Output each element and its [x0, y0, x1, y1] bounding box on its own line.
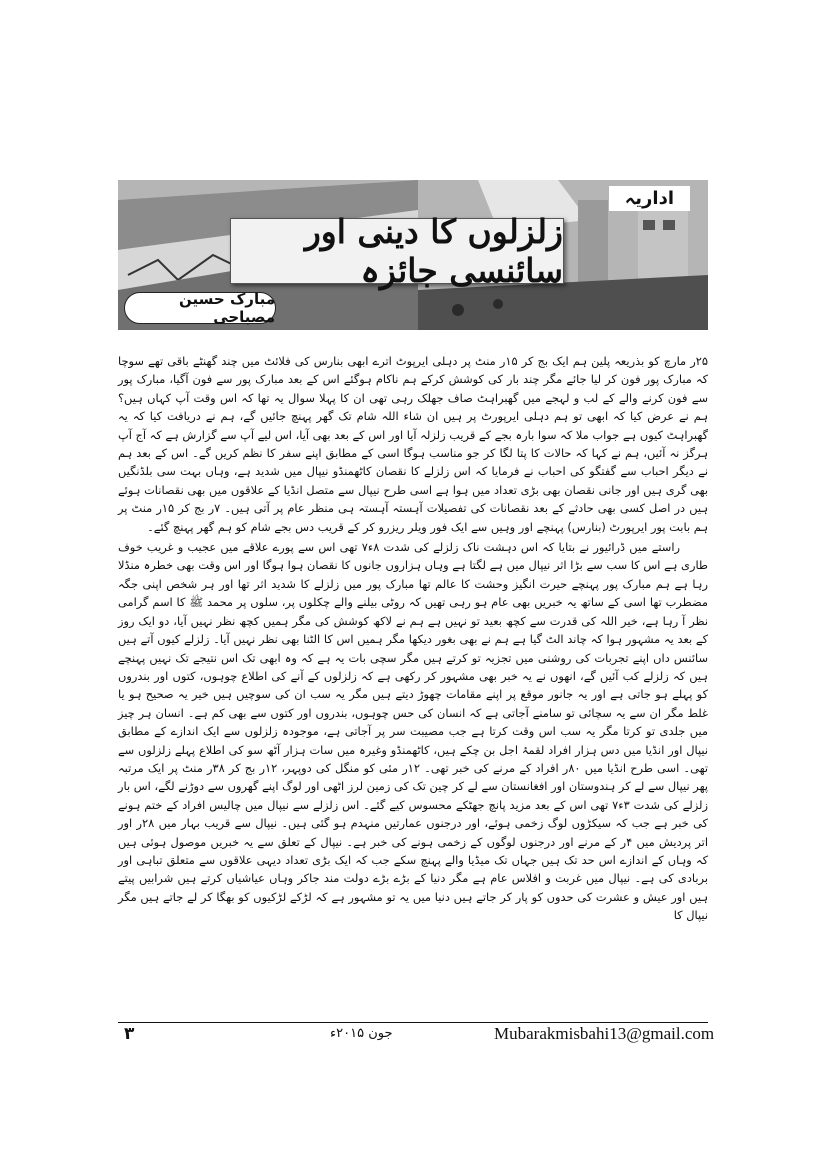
- footer-email: Mubarakmisbahi13@gmail.com: [494, 1024, 715, 1043]
- article-title-box: [230, 212, 564, 290]
- section-label: اداریہ: [609, 186, 690, 211]
- editorial-banner: [118, 180, 708, 330]
- footer-date: جون ۲۰۱۵ء: [330, 1026, 393, 1041]
- paragraph-1: ۲۵ر مارچ کو بذریعہ پلین ہم ایک بج کر ۱۵ر منٹ پر دہلی ایرپوٹ اترے ابھی بنارس کی فلائٹ میں چند گھنٹے باقی تھے سوچا کہ مبارک پور فون کر لیا جائے مگر چند بار کی کوشش کرکے ہم ناکام ہوگئے اس کے بعد مبارک پور سے فون آگیا، مبارک پور سے فون کرنے والے کے لب و لہجے میں گھبراہٹ صاف جھلک رہی تھی ان کا پہلا سوال یہ تھا کہ اس وقت آپ کہاں ہیں؟ ہم نے عرض کیا کہ ابھی تو ہم دہلی ایرپورٹ پر ہیں ان شاء اللہ شام تک گھر پہنچ جائیں گے، ہم نے دریافت کیا کہ یہ گھبراہٹ کیوں ہے جواب ملا کہ سوا بارہ بجے کے قریب زلزلہ آیا اور اس کے بعد بھی آیا، اس لیے آپ سے گزارش ہے کہ آج آپ ہرگز نہ آئیں، ہم نے کہا کہ حالات کا پتا لگا کر جو مناسب ہوگا اسی کے مطابق اپنے سفر کا نظم کریں گے۔ اس کے بعد ہم نے دیگر احباب سے گفتگو کی احباب نے فرمایا کہ اس زلزلے کا نقصان کاٹھمنڈو نیپال میں شدید ہے، وہاں بہت سی بلڈنگیں بھی گری ہیں اور جانی نقصان بھی بڑی تعداد میں ہوا ہے اسی طرح نیپال سے متصل انڈیا کے علاقوں میں بھی نقصانات ہوئے ہیں در اصل کسی بھی حادثے کے بعد نقصانات کی تفصیلات آہستہ آہستہ ہی منظر عام پر آتی ہیں۔ ۷ر بج کر ۱۵ر منٹ پر ہم بابت پور ایرپورٹ (بنارس) پہنچے اور وہیں سے ایک فور ویلر ریزرو کر کے قریب دس بجے شام کو ہم گھر پہنچ گئے۔: [118, 354, 709, 534]
- paragraph-2: راستے میں ڈرائیور نے بتایا کہ اس دہشت ناک زلزلے کی شدت ۸ء۷ تھی اس سے پورے علاقے میں عجیب و غریب خوف طاری ہے اس کا سب سے بڑا اثر نیپال میں ہے لگتا ہے وہاں ہزاروں جانوں کا نقصان ہوا ہوگا اور اس وقت بھی خطرہ منڈلا رہا ہے ہم مبارک پور پہنچے حیرت انگیز وحشت کا عالم تھا مبارک پور میں زلزلے کا شدید اثر تھا اور ہر شخص اپنی جگہ مضطرب تھا اسی کے ساتھ یہ خبریں بھی عام ہو رہی تھیں کہ روٹی بیلنے والے چکلوں پر، سلوں پر محمد ﷺ کا اسم گرامی نظر آ رہا ہے، خیر اللہ کی قدرت سے کچھ بعید تو نہیں ہے ہم نے لاکھ کوشش کی مگر ہمیں کچھ نظر نہیں آیا، دو ایک روز کے بعد یہ مشہور ہوا کہ چاند الٹ گیا ہے ہم نے بھی بغور دیکھا مگر ہمیں اس کا الٹنا بھی نظر نہیں آیا۔ زلزلے کیوں آتے ہیں سائنس داں اپنے تجربات کی روشنی میں تجزیہ تو کرتے ہیں مگر سچی بات یہ ہے کہ وہ ابھی تک اس نتیجے تک نہیں پہنچے ہیں کہ زلزلے کب آئیں گے، انھوں نے یہ خبر بھی مشہور کر رکھی ہے کہ زلزلوں کے آنے کی اطلاع چوہوں، کتوں اور بندروں کو پہلے ہو جاتی ہے اور یہ جانور موقع پر اپنے مقامات چھوڑ دیتے ہیں مگر یہ سب ان کی سوچیں ہیں خیر یہ صحیح ہو یا غلط مگر ان سے یہ سچائی تو سامنے آجاتی ہے کہ انسان کی حس چوہوں، بندروں اور کتوں سے بھی کم ہے۔ انسان ہر چیز میں جلدی تو کرتا مگر یہ سب اس وقت کرتا ہے جب مصیبت سر پر آجاتی ہے، موجودہ زلزلوں سے ایک اندازے کے مطابق نیپال اور انڈیا میں دس ہزار افراد لقمۂ اجل بن چکے ہیں، کاٹھمنڈو وغیرہ میں سات ہزار آٹھ سو کی اطلاع پہلے زلزلوں سے تھی۔ اسی طرح انڈیا میں ۸۰ر افراد کے مرنے کی خبر تھی۔ ۱۲ر مئی کو منگل کی دوپہر، ۱۲ر بج کر ۳۸ر منٹ پر ایک مرتبہ پھر نیپال سے لے کر ہندوستان اور افغانستان سے لے کر چین تک کی زمین لرز اٹھی اور لوگ اپنے گھروں سے دوڑنے لگے، اس بار زلزلے کی شدت ۳ء۷ تھی اس کے بعد مزید پانچ جھٹکے محسوس کیے گئے۔ اس زلزلے سے نیپال میں چالیس افراد کے ختم ہونے کی خبر ہے جب کہ سیکڑوں لوگ زخمی ہوئے، اور درجنوں عمارتیں منہدم ہو گئی ہیں۔ نیپال سے قریب بہار میں ۲۸ر اور اتر پردیش میں ۴ر کے مرنے اور درجنوں لوگوں کے زخمی ہونے کی خبر ہے۔ نیپال کے تعلق سے یہ خبریں موصول ہوئی ہیں کہ وہاں کے اندازے اس حد تک ہیں جہاں تک میڈیا والے پہنچ سکے جب کہ ایک بڑی تعداد دیہی علاقوں سے متعلق تباہی اور بربادی کی ہے۔ نیپال میں غربت و افلاس عام ہے مگر دنیا کے بڑے بڑے دولت مند جاکر وہاں عیاشیاں کرتے ہیں شرابیں پیتے ہیں اور عیش و عشرت کی حدوں کو پار کر جاتے ہیں دنیا میں یہ تو مشہور ہے کہ لڑکے لڑکیوں کو بھگا کر لے جاتے ہیں مگر نیپال کا: [118, 540, 708, 923]
- article-title: زلزلوں کا دینی اور سائنسی جائزہ: [304, 212, 563, 290]
- author-name: مبارک حسین مصباحی: [179, 290, 275, 326]
- article-body: [118, 352, 708, 925]
- footer-divider: [118, 1022, 708, 1023]
- author-badge: [124, 292, 276, 324]
- page-number: ٣: [124, 1024, 135, 1044]
